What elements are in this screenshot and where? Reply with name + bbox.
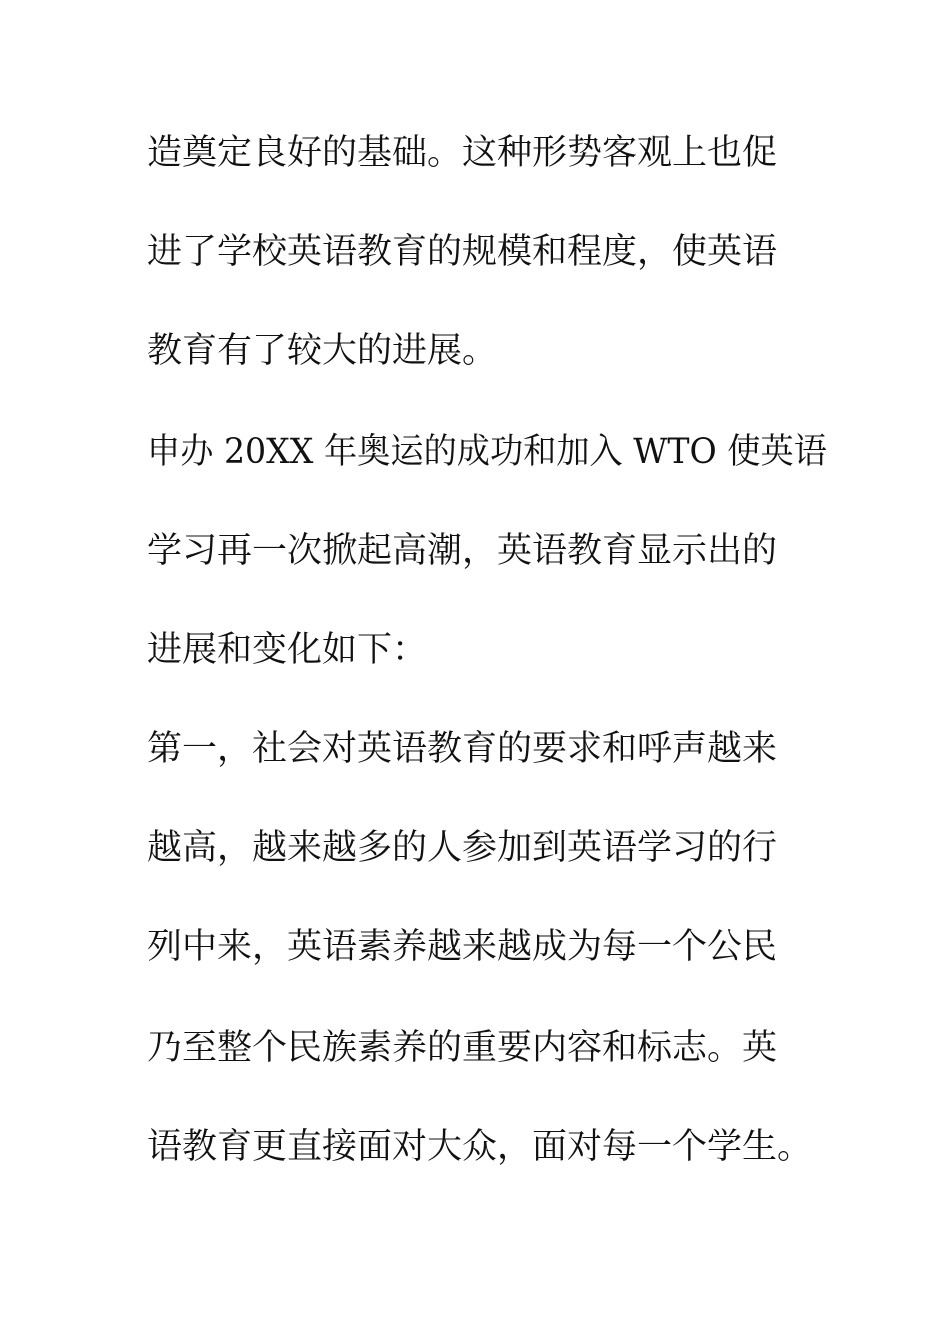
- text-line-10: 乃至整个民族素养的重要内容和标志。英: [147, 1028, 778, 1068]
- text-line-9: 列中来，英语素养越来越成为每一个公民: [147, 927, 778, 967]
- text-line-3: 教育有了较大的进展。: [147, 331, 498, 371]
- text-line-4: 申办 20XX 年奥运的成功和加入 WTO 使英语: [147, 432, 827, 472]
- text-line-8: 越高，越来越多的人参加到英语学习的行: [147, 828, 778, 868]
- text-line-1: 造奠定良好的基础。这种形势客观上也促: [147, 133, 778, 173]
- text-line-5: 学习再一次掀起高潮，英语教育显示出的: [147, 531, 778, 571]
- text-line-2: 进了学校英语教育的规模和程度，使英语: [147, 232, 778, 272]
- text-line-7: 第一，社会对英语教育的要求和呼声越来: [147, 729, 778, 769]
- text-line-6: 进展和变化如下：: [147, 630, 428, 670]
- text-line-11: 语教育更直接面对大众，面对每一个学生。: [147, 1127, 813, 1167]
